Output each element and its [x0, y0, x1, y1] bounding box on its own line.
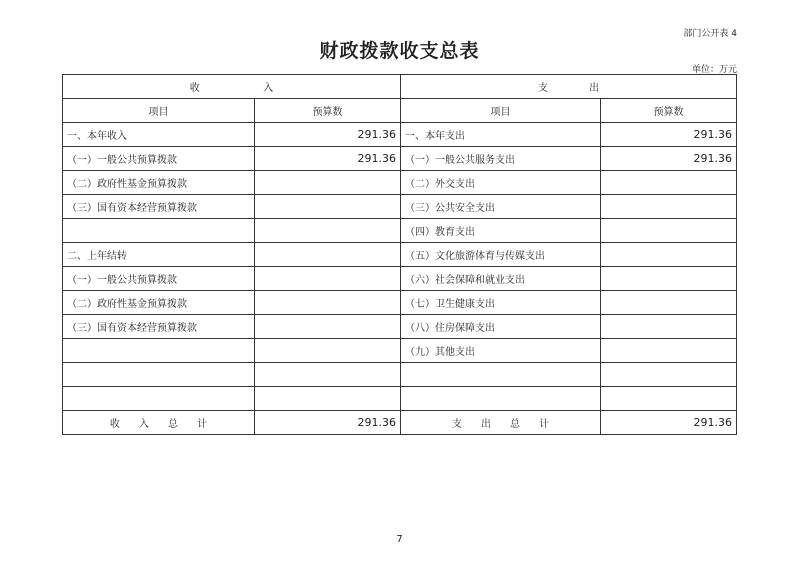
- expense-value-cell: [601, 195, 737, 219]
- expense-value-cell: [601, 267, 737, 291]
- table-row: [63, 363, 737, 387]
- income-value-cell: [255, 243, 401, 267]
- expense-item-cell: （六）社会保障和就业支出: [401, 267, 601, 291]
- income-item-cell: [63, 219, 255, 243]
- table-row: [63, 267, 737, 291]
- expense-item-cell: （一）一般公共服务支出: [401, 147, 601, 171]
- expense-value-cell: [601, 315, 737, 339]
- income-value-cell: 291.36: [255, 123, 401, 147]
- income-value-cell: [255, 339, 401, 363]
- table-body: [63, 75, 737, 435]
- expense-item-cell: （五）文化旅游体育与传媒支出: [401, 243, 601, 267]
- expense-item-cell: [401, 387, 601, 411]
- income-value-cell: [255, 363, 401, 387]
- expense-budget-header: 预算数: [601, 99, 737, 123]
- income-item-header: 项目: [63, 99, 255, 123]
- income-item-cell: [63, 387, 255, 411]
- table-row: [63, 243, 737, 267]
- expense-item-cell: [401, 363, 601, 387]
- table-row: [63, 147, 737, 171]
- table-row: [63, 123, 737, 147]
- expense-value-cell: [601, 219, 737, 243]
- total-row: [63, 411, 737, 435]
- income-total-label: 收 入 总 计: [63, 411, 255, 435]
- expense-item-header: 项目: [401, 99, 601, 123]
- expense-item-cell: （七）卫生健康支出: [401, 291, 601, 315]
- expense-item-cell: （九）其他支出: [401, 339, 601, 363]
- table-row: [63, 339, 737, 363]
- income-value-cell: [255, 171, 401, 195]
- income-item-cell: [63, 339, 255, 363]
- income-item-cell: 二、上年结转: [63, 243, 255, 267]
- expense-value-cell: [601, 339, 737, 363]
- income-item-cell: （二）政府性基金预算拨款: [63, 291, 255, 315]
- income-item-cell: （三）国有资本经营预算拨款: [63, 315, 255, 339]
- income-item-cell: （二）政府性基金预算拨款: [63, 171, 255, 195]
- expense-item-cell: 一、本年支出: [401, 123, 601, 147]
- table-row: [63, 171, 737, 195]
- expense-item-cell: （三）公共安全支出: [401, 195, 601, 219]
- income-budget-header: 预算数: [255, 99, 401, 123]
- income-item-cell: （一）一般公共预算拨款: [63, 147, 255, 171]
- income-item-cell: （一）一般公共预算拨款: [63, 267, 255, 291]
- expense-value-cell: [601, 171, 737, 195]
- expense-total-label: 支 出 总 计: [401, 411, 601, 435]
- table-row: [63, 291, 737, 315]
- income-item-cell: [63, 363, 255, 387]
- income-header: 收 入: [63, 75, 401, 99]
- column-header-row: [63, 99, 737, 123]
- expense-value-cell: [601, 363, 737, 387]
- income-value-cell: [255, 315, 401, 339]
- income-item-cell: 一、本年收入: [63, 123, 255, 147]
- income-value-cell: [255, 195, 401, 219]
- income-value-cell: [255, 267, 401, 291]
- income-total-value: 291.36: [255, 411, 401, 435]
- income-value-cell: [255, 291, 401, 315]
- income-value-cell: 291.36: [255, 147, 401, 171]
- expense-header: 支 出: [401, 75, 737, 99]
- income-value-cell: [255, 219, 401, 243]
- unit-label: 单位：万元: [691, 65, 737, 75]
- expense-value-cell: [601, 243, 737, 267]
- expense-item-cell: （二）外交支出: [401, 171, 601, 195]
- expense-value-cell: 291.36: [601, 123, 737, 147]
- income-value-cell: [255, 387, 401, 411]
- table-row: [63, 195, 737, 219]
- expense-item-cell: （八）住房保障支出: [401, 315, 601, 339]
- income-item-cell: （三）国有资本经营预算拨款: [63, 195, 255, 219]
- page-number: 7: [396, 534, 403, 545]
- expense-value-cell: [601, 291, 737, 315]
- expense-item-cell: （四）教育支出: [401, 219, 601, 243]
- table-row: [63, 315, 737, 339]
- expense-value-cell: 291.36: [601, 147, 737, 171]
- table-row: [63, 219, 737, 243]
- section-header-row: [63, 75, 737, 99]
- budget-table: [62, 74, 737, 435]
- page-title: 财政拨款收支总表: [319, 40, 480, 62]
- page-code: 部门公开表 4: [683, 29, 737, 39]
- table-row: [63, 387, 737, 411]
- expense-value-cell: [601, 387, 737, 411]
- expense-total-value: 291.36: [601, 411, 737, 435]
